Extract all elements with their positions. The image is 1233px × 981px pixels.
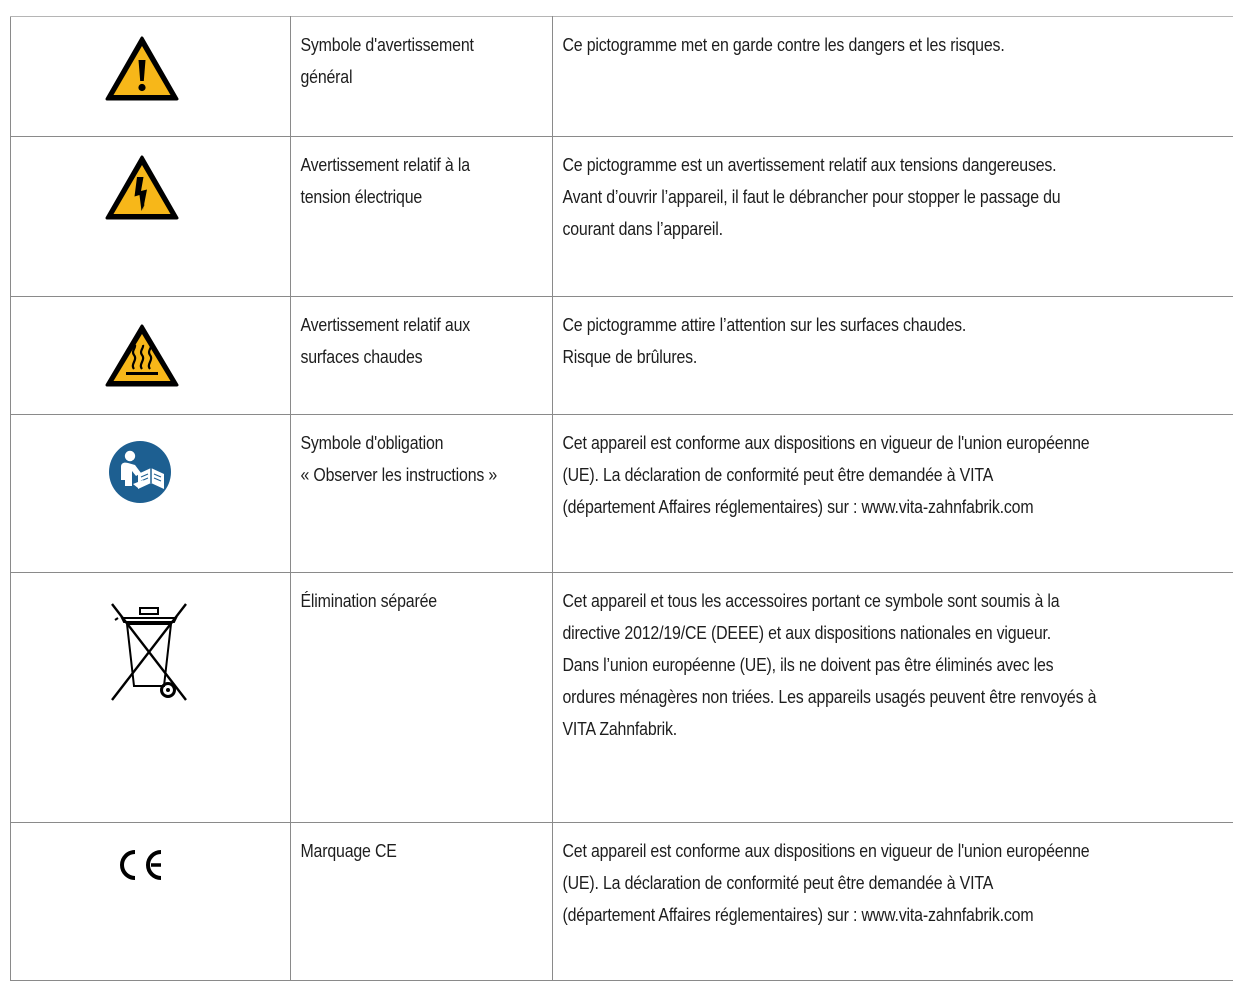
symbol-name-line: « Observer les instructions » [300, 459, 542, 491]
table-row [11, 415, 1233, 573]
symbol-description-cell [553, 17, 1233, 137]
symbol-name-line: Symbole d'avertissement [300, 29, 542, 61]
description-line: ordures ménagères non triées. Les appareils usagés peuvent être renvoyés à [562, 681, 1232, 713]
symbol-name-cell [291, 823, 553, 981]
hot-surface-warning-icon [104, 323, 180, 389]
description-line: (UE). La déclaration de conformité peut être demandée à VITA [562, 459, 1232, 491]
table-row [11, 823, 1233, 981]
symbol-name-line: Marquage CE [300, 835, 542, 867]
description-line: Ce pictogramme met en garde contre les dangers et les risques. [562, 29, 1232, 61]
description-line: Avant d’ouvrir l’appareil, il faut le débrancher pour stopper le passage du [562, 181, 1232, 213]
symbol-description-cell [553, 573, 1233, 823]
table-row [11, 17, 1233, 137]
symbol-table [10, 16, 1233, 981]
table-row [11, 137, 1233, 297]
icon-cell [11, 415, 291, 573]
symbol-description-cell [553, 297, 1233, 415]
description-line: Ce pictogramme est un avertissement relatif aux tensions dangereuses. [562, 149, 1232, 181]
crossed-out-wheelie-bin-icon [100, 598, 198, 708]
symbol-name-line: surfaces chaudes [300, 341, 542, 373]
description-line: Cet appareil est conforme aux dispositions en vigueur de l'union européenne [562, 835, 1232, 867]
symbol-description-cell [553, 823, 1233, 981]
description-line: Dans l’union européenne (UE), ils ne doivent pas être éliminés avec les [562, 649, 1232, 681]
description-line: (département Affaires réglementaires) sur : www.vita-zahnfabrik.com [562, 491, 1232, 523]
description-line: courant dans l’appareil. [562, 213, 1232, 245]
symbol-name-line: Avertissement relatif à la [300, 149, 542, 181]
symbol-name-cell [291, 137, 553, 297]
description-line: (département Affaires réglementaires) sur : www.vita-zahnfabrik.com [562, 899, 1232, 931]
electrical-voltage-warning-icon [104, 154, 180, 222]
table-row [11, 297, 1233, 415]
read-instructions-icon [108, 440, 172, 504]
description-line: (UE). La déclaration de conformité peut être demandée à VITA [562, 867, 1232, 899]
icon-cell [11, 17, 291, 137]
symbol-name-line: Symbole d'obligation [300, 427, 542, 459]
description-line: VITA Zahnfabrik. [562, 713, 1232, 745]
description-line: Cet appareil est conforme aux dispositions en vigueur de l'union européenne [562, 427, 1232, 459]
symbol-name-line: général [300, 61, 542, 93]
symbol-name-cell [291, 573, 553, 823]
symbol-name-cell [291, 297, 553, 415]
general-warning-triangle-icon [104, 35, 180, 103]
symbol-description-cell [553, 415, 1233, 573]
icon-cell [11, 573, 291, 823]
symbol-name-cell [291, 415, 553, 573]
ce-mark-icon [114, 845, 170, 885]
symbol-name-line: tension électrique [300, 181, 542, 213]
icon-cell [11, 297, 291, 415]
symbol-description-cell [553, 137, 1233, 297]
description-line: directive 2012/19/CE (DEEE) et aux dispositions nationales en vigueur. [562, 617, 1232, 649]
description-line: Cet appareil et tous les accessoires portant ce symbole sont soumis à la [562, 585, 1232, 617]
table-row [11, 573, 1233, 823]
symbol-name-cell [291, 17, 553, 137]
icon-cell [11, 823, 291, 981]
symbol-name-line: Avertissement relatif aux [300, 309, 542, 341]
description-line: Ce pictogramme attire l’attention sur les surfaces chaudes. [562, 309, 1232, 341]
icon-cell [11, 137, 291, 297]
symbol-name-line: Élimination séparée [300, 585, 542, 617]
description-line: Risque de brûlures. [562, 341, 1232, 373]
